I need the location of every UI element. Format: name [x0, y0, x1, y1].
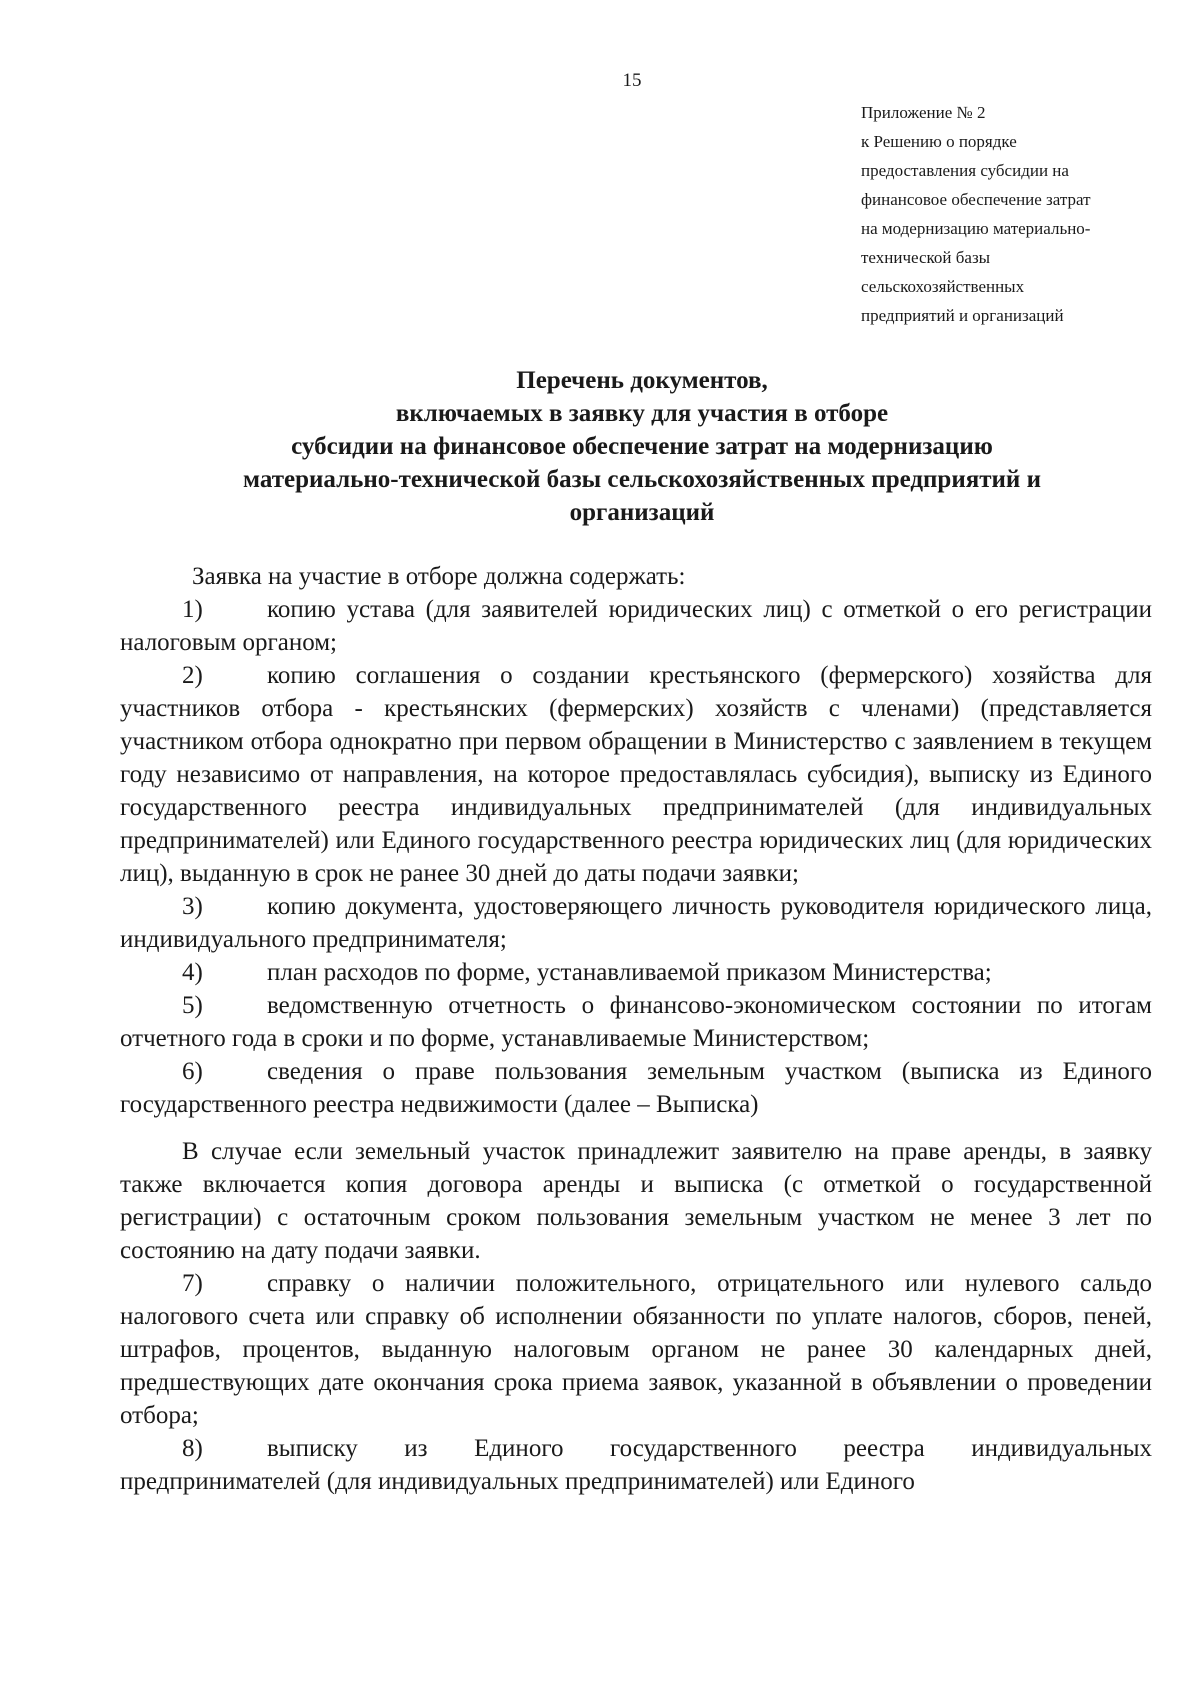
item-number: 6): [182, 1058, 203, 1085]
title-line: субсидии на финансовое обеспечение затрат на модернизацию: [291, 433, 993, 460]
lease-paragraph: В случае если земельный участок принадлежит заявителю на праве аренды, в заявку также включается копия договора аренды и выписка (с отметкой о государственной регистрации) с остаточным сроком пользования земельным участком не менее 3 лет по состоянию на дату подачи заявки.: [120, 1138, 1152, 1264]
item-number: 2): [182, 662, 203, 689]
title-line: материально-технической базы сельскохозяйственных предприятий и: [243, 466, 1041, 493]
item-text: копию устава (для заявителей юридических лиц) с отметкой о его регистрации налоговым органом;: [120, 596, 1152, 656]
appendix-line: на модернизацию материально-: [861, 219, 1091, 238]
item-text: выписку из Единого государственного реестра индивидуальных предпринимателей (для индивидуальных предпринимателей) или Единого: [120, 1435, 1152, 1495]
item-text: копию документа, удостоверяющего личность руководителя юридического лица, индивидуального предпринимателя;: [120, 893, 1152, 953]
item-text: справку о наличии положительного, отрицательного или нулевого сальдо налогового счета или справку об исполнении обязанности по уплате налогов, сборов, пеней, штрафов, процентов, выданную налоговым органом не ранее 30 календарных дней, предшествующих дате окончания срока приема заявок, указанной в объявлении о проведении отбора;: [120, 1270, 1152, 1429]
document-title: [120, 364, 1164, 529]
item-number: 3): [182, 893, 203, 920]
list-item: [120, 1055, 1152, 1121]
intro-paragraph: Заявка на участие в отборе должна содержать:: [192, 563, 686, 590]
item-number: 5): [182, 992, 203, 1019]
title-line: организаций: [569, 499, 715, 526]
list-item: [120, 659, 1152, 890]
list-item: [120, 956, 1152, 989]
title-line: включаемых в заявку для участия в отборе: [395, 400, 889, 427]
item-text: ведомственную отчетность о финансово-экономическом состоянии по итогам отчетного года в сроки и по форме, устанавливаемые Министерством;: [120, 992, 1152, 1052]
item-text: план расходов по форме, устанавливаемой приказом Министерства;: [267, 959, 992, 986]
appendix-line: Приложение № 2: [861, 103, 986, 122]
appendix-line: сельскохозяйственных: [861, 277, 1025, 296]
appendix-line: технической базы: [861, 248, 991, 267]
appendix-line: предприятий и организаций: [861, 306, 1064, 325]
item-number: 1): [182, 596, 203, 623]
item-number: 4): [182, 959, 203, 986]
list-item: [120, 593, 1152, 659]
appendix-line: предоставления субсидии на: [861, 161, 1069, 180]
item-text: сведения о праве пользования земельным участком (выписка из Единого государственного реестра недвижимости (далее – Выписка): [120, 1058, 1152, 1118]
list-item: [120, 890, 1152, 956]
item-number: 8): [182, 1435, 203, 1462]
item-number: 7): [182, 1270, 203, 1297]
page-number: 15: [622, 70, 642, 91]
title-line: Перечень документов,: [516, 367, 768, 394]
appendix-note: [861, 98, 1191, 330]
document-body: [120, 560, 1152, 1498]
list-item: [120, 989, 1152, 1055]
list-item: [120, 1432, 1152, 1498]
item-text: копию соглашения о создании крестьянского (фермерского) хозяйства для участников отбора - крестьянских (фермерских) хозяйств с членами) (представляется участником отбора однократно при первом обращении в Министерство с заявлением в текущем году независимо от направления, на которое предоставлялась субсидия), выписку из Единого государственного реестра индивидуальных предпринимателей (для индивидуальных предпринимателей) или Единого государственного реестра юридических лиц (для юридических лиц), выданную в срок не ранее 30 дней до даты подачи заявки;: [120, 662, 1152, 887]
appendix-line: к Решению о порядке: [861, 132, 1017, 151]
appendix-line: финансовое обеспечение затрат: [861, 190, 1091, 209]
list-item: [120, 1267, 1152, 1432]
